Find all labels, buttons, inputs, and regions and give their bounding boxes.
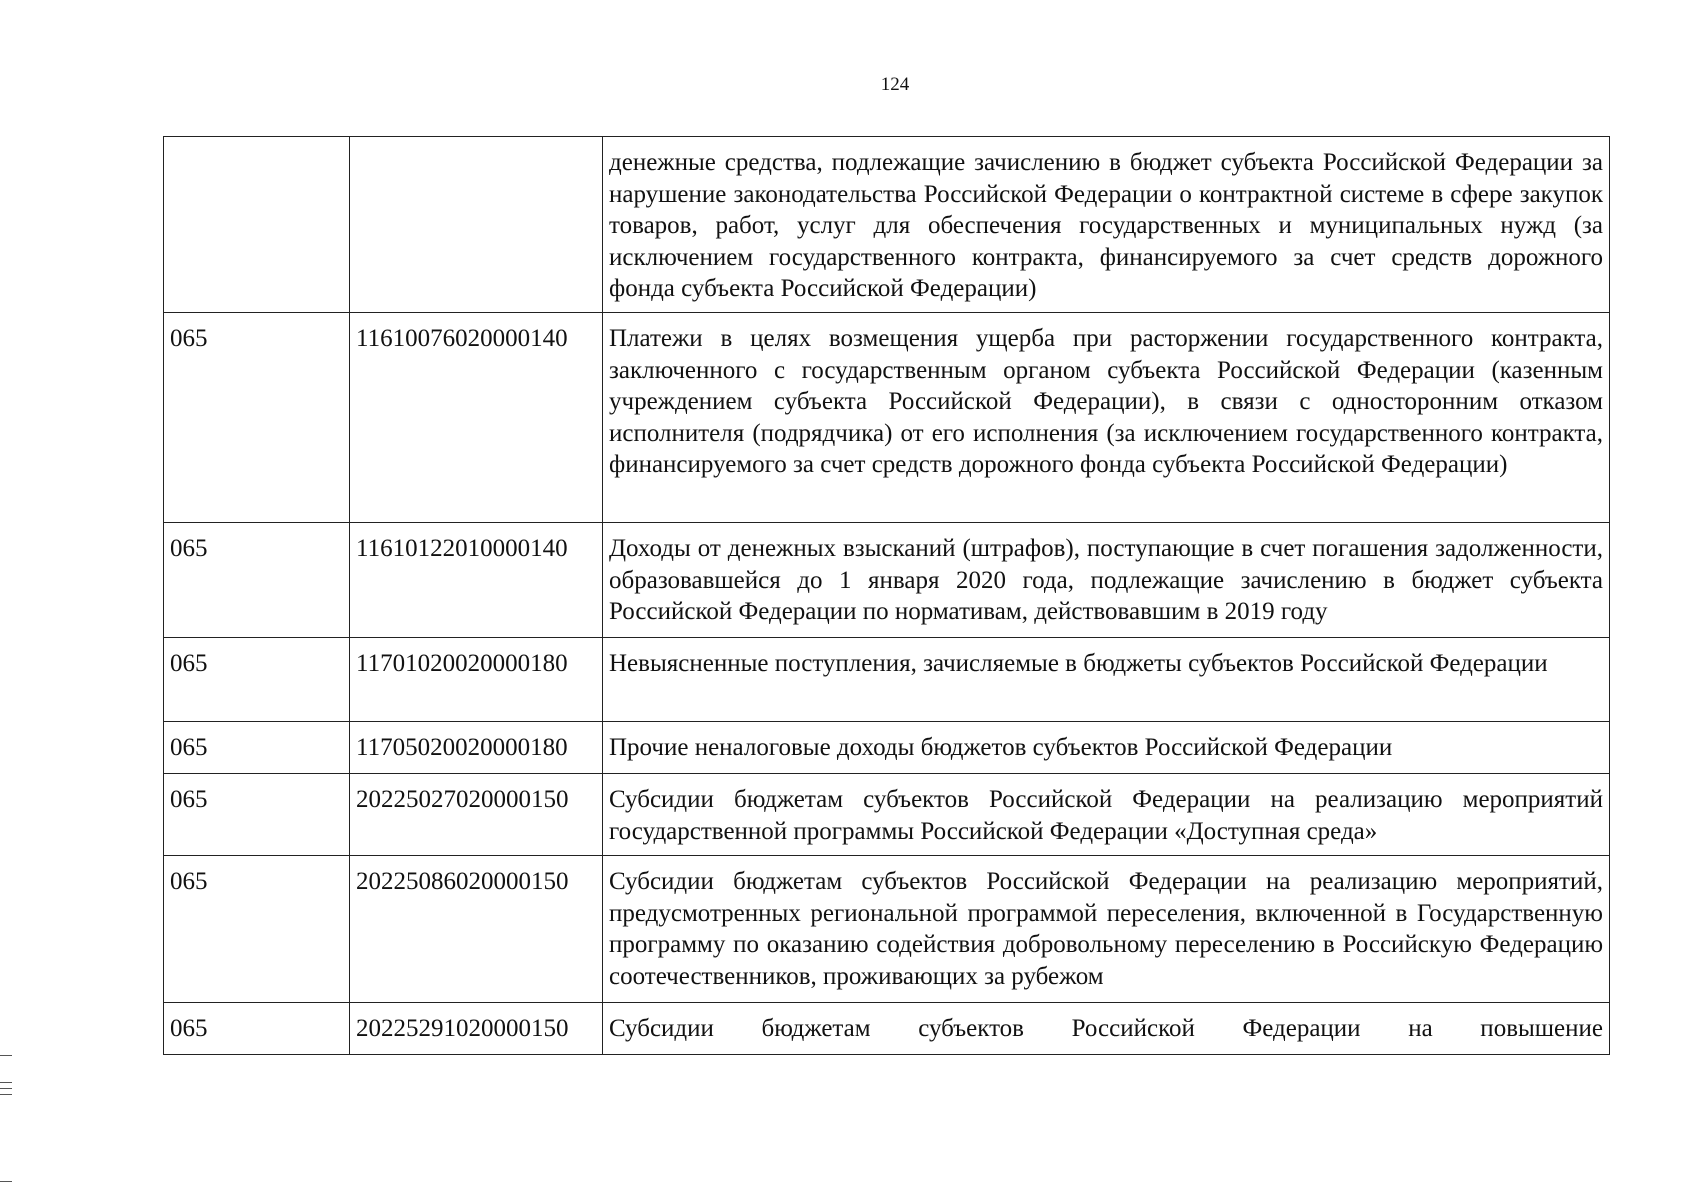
kbk-code-cell <box>350 137 603 313</box>
description-cell: денежные средства, подлежащие зачислению в бюджет субъекта Российской Федерации за нарушение законодательства Российской Федерации о контрактной системе в сфере закупок товаров, работ, услуг для обеспечения государственных и муниципальных нужд (за исключением государственного контракта, финансируемого за счет средств дорожного фонда субъекта Российской Федерации) <box>603 137 1610 313</box>
admin-code-cell <box>164 137 350 313</box>
binding-margin-marks <box>0 1055 14 1182</box>
admin-code-cell: 065 <box>164 722 350 774</box>
admin-code-cell: 065 <box>164 638 350 722</box>
description-cell: Субсидии бюджетам субъектов Российской Федерации на реализацию мероприятий государственной программы Российской Федерации «Доступная среда» <box>603 774 1610 856</box>
table-row <box>164 313 1610 523</box>
table-row <box>164 722 1610 774</box>
table-row <box>164 523 1610 638</box>
admin-code-cell: 065 <box>164 774 350 856</box>
kbk-code-cell: 11705020020000180 <box>350 722 603 774</box>
table-row <box>164 638 1610 722</box>
kbk-code-cell: 20225291020000150 <box>350 1003 603 1055</box>
kbk-code-cell: 20225086020000150 <box>350 856 603 1003</box>
admin-code-cell: 065 <box>164 313 350 523</box>
table-row <box>164 856 1610 1003</box>
description-cell: Прочие неналоговые доходы бюджетов субъектов Российской Федерации <box>603 722 1610 774</box>
revenue-codes-table <box>163 136 1610 1055</box>
page-number: 124 <box>880 74 910 95</box>
description-cell: Доходы от денежных взысканий (штрафов), поступающие в счет погашения задолженности, образовавшейся до 1 января 2020 года, подлежащие зачислению в бюджет субъекта Российской Федерации по нормативам, действовавшим в 2019 году <box>603 523 1610 638</box>
description-cell: Платежи в целях возмещения ущерба при расторжении государственного контракта, заключенного с государственным органом субъекта Российской Федерации (казенным учреждением субъекта Российской Федерации), в связи с односторонним отказом исполнителя (подрядчика) от его исполнения (за исключением государственного контракта, финансируемого за счет средств дорожного фонда субъекта Российской Федерации) <box>603 313 1610 523</box>
admin-code-cell: 065 <box>164 856 350 1003</box>
admin-code-cell: 065 <box>164 1003 350 1055</box>
kbk-code-cell: 20225027020000150 <box>350 774 603 856</box>
kbk-code-cell: 11701020020000180 <box>350 638 603 722</box>
table-row <box>164 1003 1610 1055</box>
admin-code-cell: 065 <box>164 523 350 638</box>
description-cell: Субсидии бюджетам субъектов Российской Федерации на реализацию мероприятий, предусмотренных региональной программой переселения, включенной в Государственную программу по оказанию содействия добровольному переселению в Российскую Федерацию соотечественников, проживающих за рубежом <box>603 856 1610 1003</box>
description-cell: Невыясненные поступления, зачисляемые в бюджеты субъектов Российской Федерации <box>603 638 1610 722</box>
description-cell: Субсидии бюджетам субъектов Российской Федерации на повышение <box>603 1003 1610 1055</box>
kbk-code-cell: 11610076020000140 <box>350 313 603 523</box>
table-row <box>164 137 1610 313</box>
table-row <box>164 774 1610 856</box>
kbk-code-cell: 11610122010000140 <box>350 523 603 638</box>
